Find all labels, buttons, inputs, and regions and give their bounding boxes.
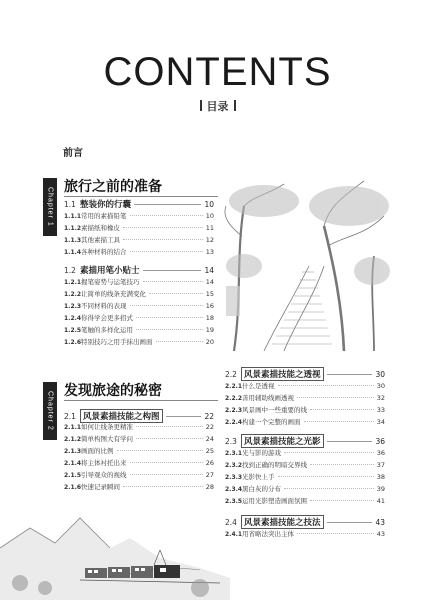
chapter-1-tab: Chapter 1: [43, 178, 57, 236]
item-2-1-4[interactable]: 2.1.4 将主体衬托出来 26: [64, 459, 214, 467]
item-1-1-3[interactable]: 1.1.3 其他素描工具 12: [64, 236, 214, 244]
chapter-2-tab: Chapter 2: [43, 382, 57, 440]
item-1-2-1[interactable]: 1.2.1 握笔姿势与运笔技巧 14: [64, 278, 214, 286]
item-2-1-6[interactable]: 2.1.6 快速记录瞬间 28: [64, 483, 214, 491]
item-1-2-5[interactable]: 1.2.5 笔触的多样化运用 19: [64, 326, 214, 334]
chapter-2-title[interactable]: 发现旅途的秘密: [64, 383, 162, 399]
chapter-2-rule: [64, 400, 218, 401]
section-2-3[interactable]: 2.3 风景素描技能之光影 36: [225, 434, 385, 448]
item-2-2-3[interactable]: 2.2.3 风景画中一些重要的线 33: [225, 406, 385, 414]
section-2-4[interactable]: 2.4 风景素描技能之技法 43: [225, 515, 385, 529]
item-2-1-2[interactable]: 2.1.2 简单构图大有学问 24: [64, 435, 214, 443]
chapter-1-title[interactable]: 旅行之前的准备: [64, 179, 162, 195]
item-1-2-3[interactable]: 1.2.3 不同材料的表现 16: [64, 302, 214, 310]
item-2-3-2[interactable]: 2.3.2 找到正确的明暗交界线 37: [225, 461, 385, 469]
section-2-2[interactable]: 2.2 风景素描技能之透视 30: [225, 367, 385, 381]
item-2-2-4[interactable]: 2.2.4 构建一个完整的画面 34: [225, 418, 385, 426]
subtitle-bar-left: [200, 100, 202, 111]
item-1-1-1[interactable]: 1.1.1 常用的素描铅笔 10: [64, 212, 214, 220]
item-1-2-6[interactable]: 1.2.6 特别技巧之用手抹出画面 20: [64, 338, 214, 346]
preface-entry[interactable]: 前言: [63, 148, 83, 159]
section-1-1[interactable]: 1.1 整装你的行囊 10: [64, 200, 214, 210]
item-1-1-2[interactable]: 1.1.2 素描纸和橡皮 11: [64, 224, 214, 232]
stairway-trees-sketch: [224, 176, 390, 351]
section-1-2[interactable]: 1.2 素描用笔小贴士 14: [64, 266, 214, 276]
item-2-1-3[interactable]: 2.1.3 画面的比例 25: [64, 447, 214, 455]
item-1-2-2[interactable]: 1.2.2 让简单的线条充满变化 15: [64, 290, 214, 298]
item-1-1-4[interactable]: 1.1.4 各种材料的结合 13: [64, 248, 214, 256]
item-2-2-1[interactable]: 2.2.1 什么是透视 30: [225, 382, 385, 390]
item-2-3-1[interactable]: 2.3.1 光与影的游戏 36: [225, 449, 385, 457]
subtitle-text: 目录: [206, 100, 229, 113]
subtitle-bar-right: [234, 100, 236, 111]
section-2-1[interactable]: 2.1 风景素描技能之构图 22: [64, 409, 214, 423]
item-2-3-5[interactable]: 2.3.5 运用光影塑造画面氛围 41: [225, 497, 385, 505]
item-2-1-5[interactable]: 2.1.5 引导观众的视线 27: [64, 471, 214, 479]
item-2-3-3[interactable]: 2.3.3 光影快上手 38: [225, 473, 385, 481]
mountain-train-sketch: [0, 488, 230, 600]
item-2-3-4[interactable]: 2.3.4 黑白灰的分布 39: [225, 485, 385, 493]
item-2-4-1[interactable]: 2.4.1 用省略法突出主体 43: [225, 530, 385, 538]
page-subtitle: [0, 98, 435, 114]
chapter-1-rule: [64, 196, 218, 197]
item-1-2-4[interactable]: 1.2.4 你得学会更多招式 18: [64, 314, 214, 322]
item-2-1-1[interactable]: 2.1.1 如何让线条更精准 22: [64, 423, 214, 431]
item-2-2-2[interactable]: 2.2.2 善用辅助线画透视 32: [225, 394, 385, 402]
page-title: CONTENTS: [103, 50, 332, 94]
